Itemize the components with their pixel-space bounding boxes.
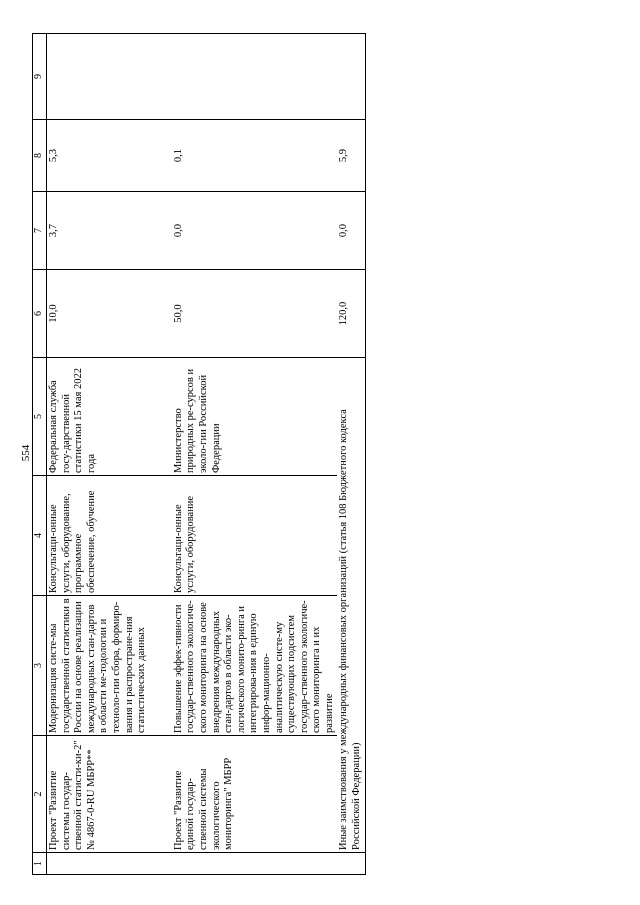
project-goal-cell: Повышение эффек-тивности государ-ственного экологиче-ского мониторинга на основе внедрения международных стан-дартов в области эко-логического монито-ринга и интегрирова-ния в единую инфор-мационно-аналитическую систе-му существующих подсистем государ-ственного экологиче-ского мониторинга и их развитие [172, 596, 338, 736]
other-borrowing-col8: 5,9 [337, 120, 365, 192]
executor-cell: Федеральная служба госу-дарственной статистики 15 мая 2022 года [47, 358, 150, 476]
table-row [172, 34, 338, 875]
project-goal-cell: Модернизация систе-мы государственной статистики в России на основе реализации международных стан-дартов в области ме-тодологии и техноло-гии сбора, формиро-вания и распростране-ния статистических данных [47, 596, 150, 736]
value-col7-cell: 3,7 [47, 192, 150, 270]
project-services-cell: Консультаци-онные услуги, оборудование [172, 476, 338, 596]
column-header-6: 6 [33, 270, 47, 358]
executor-cell: Министерство природных ре-сурсов и эколо-гии Российской Федерации [172, 358, 338, 476]
other-borrowing-col6: 120,0 [337, 270, 365, 358]
cell-col1 [47, 853, 150, 875]
cell-col9 [172, 34, 338, 120]
column-header-4: 4 [33, 476, 47, 596]
table-row [47, 34, 150, 875]
project-name-cell: Проект "Развитие системы государ-ственной статисти-ки-2" № 4867-0-RU МБРР** [47, 736, 150, 853]
column-header-7: 7 [33, 192, 47, 270]
column-header-8: 8 [33, 120, 47, 192]
other-borrowing-col7: 0,0 [337, 192, 365, 270]
cell-col1 [172, 853, 338, 875]
other-borrowing-row [337, 34, 365, 875]
financing-table [32, 33, 366, 875]
page-number: 554 [20, 444, 32, 462]
row-spacer [150, 34, 172, 875]
value-col7-cell: 0,0 [172, 192, 338, 270]
project-name-cell: Проект "Развитие единой государ-ственной системы экологического мониторинга" МБРР [172, 736, 338, 853]
value-col8-cell: 5,3 [47, 120, 150, 192]
value-col6-cell: 50,0 [172, 270, 338, 358]
cell-col9 [47, 34, 150, 120]
other-borrowing-label: Иные заимствования у международных финансовых организаций (статья 108 Бюджетного кодекса Российской Федерации) [337, 358, 365, 853]
column-header-5: 5 [33, 358, 47, 476]
project-services-cell: Консультаци-онные услуги, оборудование, программное обеспечение, обучение [47, 476, 150, 596]
column-header-1: 1 [33, 853, 47, 875]
column-header-2: 2 [33, 736, 47, 853]
column-header-9: 9 [33, 34, 47, 120]
value-col8-cell: 0,1 [172, 120, 338, 192]
column-number-row [33, 34, 47, 875]
column-header-3: 3 [33, 596, 47, 736]
value-col6-cell: 10,0 [47, 270, 150, 358]
